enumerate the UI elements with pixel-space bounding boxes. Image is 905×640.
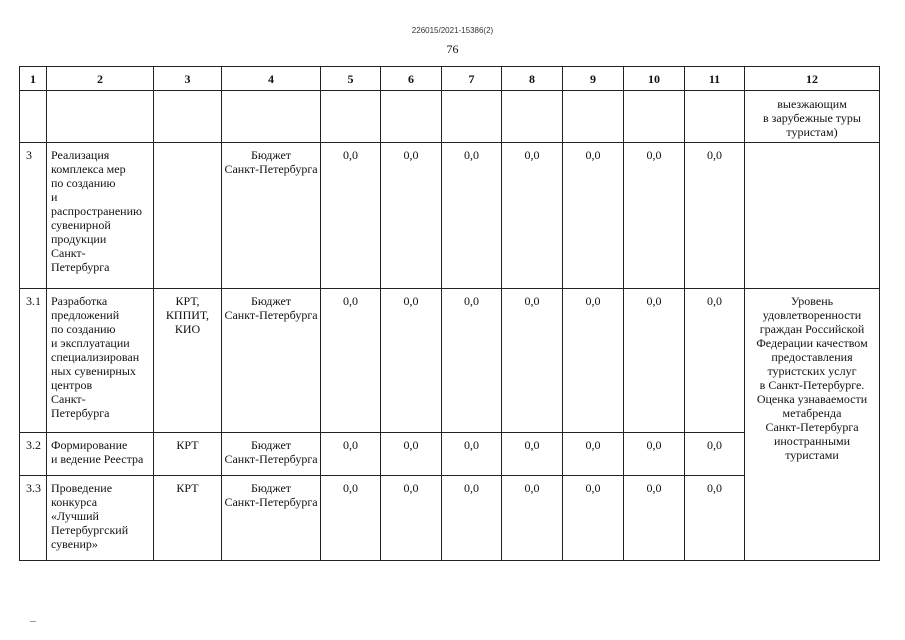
table-cell: [381, 91, 442, 143]
continuation-row: [20, 91, 880, 143]
value-cell: 0,0: [624, 143, 685, 289]
funding-source: Бюджет Санкт-Петербурга: [222, 289, 321, 433]
table-cell: [154, 91, 222, 143]
value-cell: 0,0: [381, 289, 442, 433]
table-row: [20, 143, 880, 289]
indicator-merged-cell: Уровень удовлетворенности граждан Российской Федерации качеством предоставления туристских услуг в Санкт-Петербурге. Оценка узнаваемости метабренда Санкт-Петербурга иностранными туристами: [745, 289, 880, 561]
table-row: [20, 289, 880, 433]
column-header: 9: [563, 67, 624, 91]
column-header: 10: [624, 67, 685, 91]
value-cell: 0,0: [563, 433, 624, 476]
value-cell: 0,0: [502, 476, 563, 561]
value-cell: 0,0: [442, 289, 502, 433]
column-header: 12: [745, 67, 880, 91]
row-number: 3: [20, 143, 47, 289]
funding-source: Бюджет Санкт-Петербурга: [222, 143, 321, 289]
row-number: 3.2: [20, 433, 47, 476]
table-cell: [222, 91, 321, 143]
table-cell: [442, 91, 502, 143]
value-cell: 0,0: [563, 143, 624, 289]
column-header: 6: [381, 67, 442, 91]
table-cell: [47, 91, 154, 143]
column-header: 8: [502, 67, 563, 91]
value-cell: 0,0: [321, 476, 381, 561]
measure-name: Реализация комплекса мер по созданию и распространению сувенирной продукции Санкт- Петербурга: [47, 143, 154, 289]
column-number-header-row: [20, 67, 880, 91]
value-cell: 0,0: [685, 289, 745, 433]
value-cell: 0,0: [685, 476, 745, 561]
value-cell: 0,0: [624, 289, 685, 433]
value-cell: 0,0: [563, 476, 624, 561]
value-cell: 0,0: [381, 476, 442, 561]
table-cell: [624, 91, 685, 143]
table-cell: [685, 91, 745, 143]
column-header: 3: [154, 67, 222, 91]
value-cell: 0,0: [624, 433, 685, 476]
value-cell: 0,0: [502, 433, 563, 476]
table-cell: [20, 91, 47, 143]
continuation-note-cell: выезжающим в зарубежные туры туристам): [745, 91, 880, 143]
executor-cell: КРТ: [154, 476, 222, 561]
value-cell: 0,0: [442, 433, 502, 476]
measure-name: Проведение конкурса «Лучший Петербургский сувенир»: [47, 476, 154, 561]
measure-name: Формирование и ведение Реестра: [47, 433, 154, 476]
scan-mark: [30, 621, 36, 622]
value-cell: 0,0: [502, 289, 563, 433]
column-header: 2: [47, 67, 154, 91]
column-header: 5: [321, 67, 381, 91]
value-cell: 0,0: [321, 433, 381, 476]
value-cell: 0,0: [321, 143, 381, 289]
row-number: 3.1: [20, 289, 47, 433]
value-cell: 0,0: [563, 289, 624, 433]
value-cell: 0,0: [502, 143, 563, 289]
executor-cell: КРТ: [154, 433, 222, 476]
value-cell: 0,0: [381, 433, 442, 476]
funding-source: Бюджет Санкт-Петербурга: [222, 476, 321, 561]
measure-name: Разработка предложений по созданию и эксплуатации специализирован ных сувенирных центров Санкт- Петербурга: [47, 289, 154, 433]
value-cell: 0,0: [624, 476, 685, 561]
page-number: 76: [446, 42, 459, 56]
column-header: 4: [222, 67, 321, 91]
value-cell: 0,0: [321, 289, 381, 433]
document-id: 226015/2021-15386(2): [411, 26, 494, 35]
funding-source: Бюджет Санкт-Петербурга: [222, 433, 321, 476]
indicator-cell: [745, 143, 880, 289]
value-cell: 0,0: [381, 143, 442, 289]
column-header: 11: [685, 67, 745, 91]
column-header: 1: [20, 67, 47, 91]
value-cell: 0,0: [685, 433, 745, 476]
executor-cell: КРТ, КППИТ, КИО: [154, 289, 222, 433]
program-table: [19, 66, 880, 561]
table-cell: [502, 91, 563, 143]
value-cell: 0,0: [442, 143, 502, 289]
value-cell: 0,0: [442, 476, 502, 561]
table-cell: [563, 91, 624, 143]
table-cell: [321, 91, 381, 143]
row-number: 3.3: [20, 476, 47, 561]
executor-cell: [154, 143, 222, 289]
column-header: 7: [442, 67, 502, 91]
value-cell: 0,0: [685, 143, 745, 289]
